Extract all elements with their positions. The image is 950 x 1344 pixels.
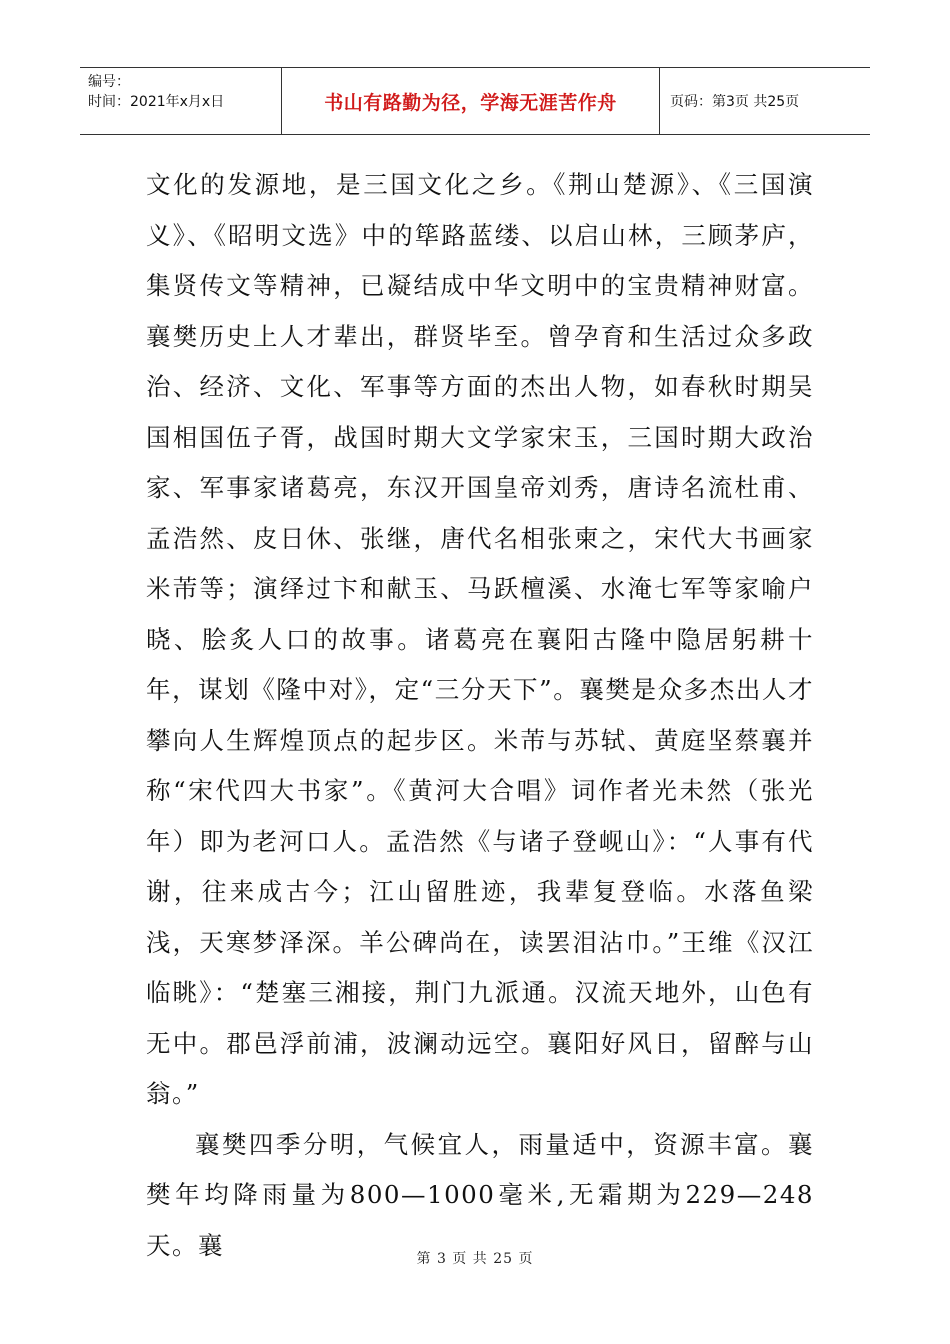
document-body: [146, 160, 814, 1271]
paragraph-history: 文化的发源地，是三国文化之乡。《荆山楚源》、《三国演义》、《昭明文选》中的筚路蓝缕、以启山林，三顾茅庐，集贤传文等精神，已凝结成中华文明中的宝贵精神财富。襄樊历史上人才辈出，群贤毕至。曾孕育和生活过众多政治、经济、文化、军事等方面的杰出人物，如春秋时期吴国相国伍子胥，战国时期大文学家宋玉，三国时期大政治家、军事家诸葛亮，东汉开国皇帝刘秀，唐诗名流杜甫、孟浩然、皮日休、张继，唐代名相张柬之，宋代大书画家米芾等；演绎过卞和献玉、马跃檀溪、水淹七军等家喻户晓、脍炙人口的故事。诸葛亮在襄阳古隆中隐居躬耕十年，谋划《隆中对》，定“三分天下”。襄樊是众多杰出人才攀向人生辉煌顶点的起步区。米芾与苏轼、黄庭坚蔡襄并称“宋代四大书家”。《黄河大合唱》词作者光未然（张光年）即为老河口人。孟浩然《与诸子登岘山》：“人事有代谢，往来成古今；江山留胜迹，我辈复登临。水落鱼梁浅，天寒梦泽深。羊公碑尚在，读罢泪沾巾。”王维《汉江临眺》：“楚塞三湘接，荆门九派通。汉流天地外，山色有无中。郡邑浮前浦，波澜动远空。襄阳好风日，留醉与山翁。”: [146, 170, 814, 1108]
paragraph-climate: 襄樊四季分明，气候宜人，雨量适中，资源丰富。襄樊年均降雨量为800—1000毫米,无霜期为229—248天。襄: [146, 1129, 814, 1260]
number-label: 编号：: [88, 74, 130, 90]
header-meta: [80, 68, 282, 134]
header-motto: 书山有路勤为径，学海无涯苦作舟: [282, 68, 660, 134]
page-header: [80, 67, 870, 135]
time-label: 时间：2021年x月x日: [88, 94, 225, 110]
page-footer: 第 3 页 共 25 页: [416, 1251, 534, 1267]
header-page-info: 页码：第3页 共25页: [670, 94, 800, 110]
